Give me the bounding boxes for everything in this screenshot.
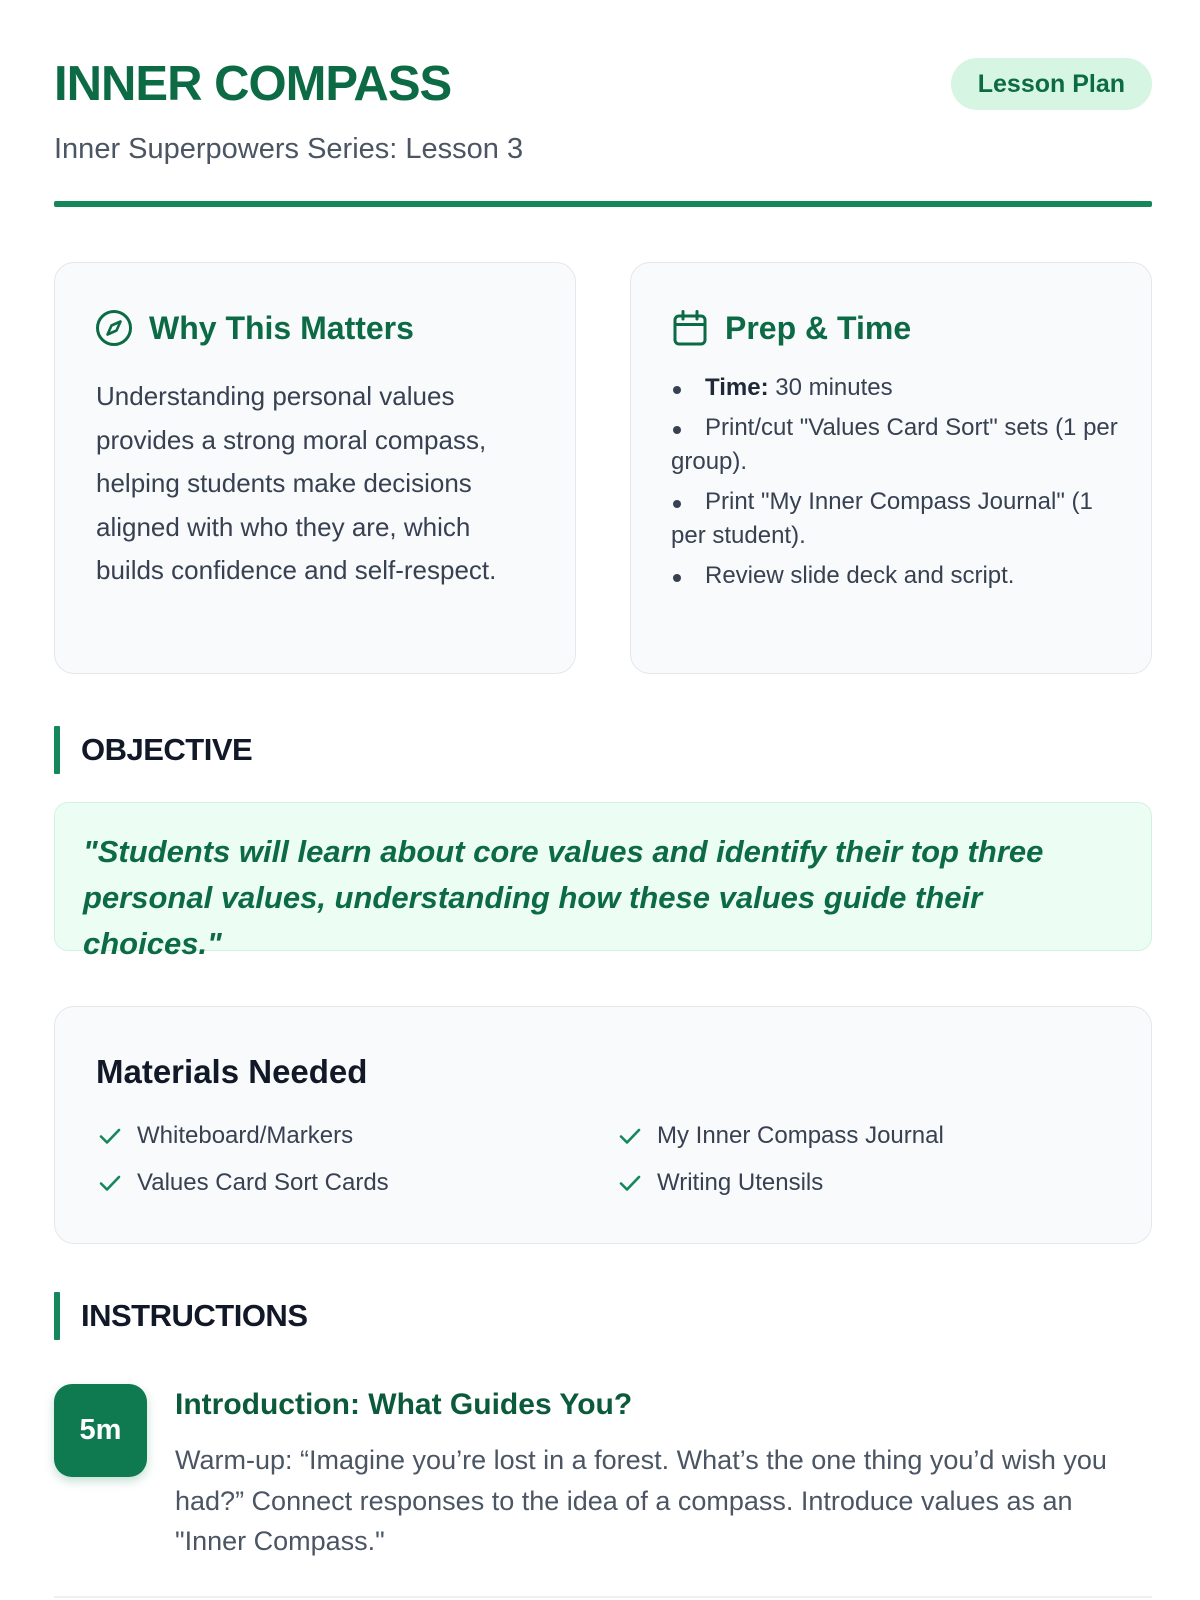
- why-card-header: [95, 309, 414, 347]
- materials-title: Materials Needed: [96, 1053, 368, 1090]
- material-label: Values Card Sort Cards: [137, 1169, 389, 1196]
- page-title: INNER COMPASS: [54, 57, 452, 111]
- check-icon: [617, 1123, 643, 1149]
- material-label: Writing Utensils: [657, 1169, 824, 1196]
- objective-heading-text: OBJECTIVE: [81, 732, 253, 767]
- step-title: Introduction: What Guides You?: [175, 1388, 633, 1421]
- material-label: My Inner Compass Journal: [657, 1122, 944, 1149]
- why-this-matters-card: [54, 262, 576, 674]
- prep-item-time: [671, 371, 1121, 405]
- instructions-heading: [54, 1292, 308, 1340]
- header-divider: [54, 201, 1152, 207]
- time-value: 30 minutes: [768, 374, 893, 401]
- step-duration-badge: 5m: [54, 1384, 147, 1477]
- objective-heading: [54, 726, 252, 774]
- material-item: [97, 1168, 617, 1198]
- prep-item: Print/cut "Values Card Sort" sets (1 per group).: [671, 411, 1121, 479]
- prep-list: [671, 371, 1121, 599]
- prep-card-header: [671, 309, 911, 347]
- overview-cards: [54, 262, 1152, 674]
- prep-item: Print "My Inner Compass Journal" (1 per student).: [671, 485, 1121, 553]
- section-accent-bar: [54, 726, 60, 774]
- material-item: [97, 1121, 617, 1151]
- objective-box: [54, 802, 1152, 961]
- time-label: Time:: [705, 374, 769, 401]
- materials-card: [54, 1006, 1152, 1244]
- check-icon: [97, 1123, 123, 1149]
- objective-text: "Students will learn about core values and identify their top three personal values, understanding how these values guide their choices.": [83, 834, 1044, 961]
- prep-and-time-card: [630, 262, 1152, 674]
- compass-icon: [95, 309, 133, 347]
- page-subtitle: Inner Superpowers Series: Lesson 3: [54, 133, 524, 165]
- why-card-title: Why This Matters: [149, 309, 414, 346]
- material-label: Whiteboard/Markers: [137, 1122, 354, 1149]
- prep-item: Review slide deck and script.: [671, 559, 1121, 593]
- check-icon: [617, 1170, 643, 1196]
- instructions-heading-text: INSTRUCTIONS: [81, 1298, 308, 1333]
- material-item: [617, 1168, 1117, 1198]
- prep-card-title: Prep & Time: [725, 309, 912, 346]
- section-accent-bar: [54, 1292, 60, 1340]
- material-item: [617, 1121, 1117, 1151]
- header: [54, 0, 1152, 206]
- lesson-plan-page: [54, 0, 1152, 1556]
- materials-list: [97, 1121, 1117, 1198]
- step-description: Warm-up: “Imagine you’re lost in a forest. What’s the one thing you’d wish you had?” Connect responses to the idea of a compass. Introduce values as an "Inner Compass.": [175, 1445, 1107, 1556]
- step-divider: [54, 1596, 1152, 1598]
- check-icon: [97, 1170, 123, 1196]
- why-card-body: Understanding personal values provides a strong moral compass, helping students make decisions aligned with who they are, which builds confidence and self-respect.: [96, 381, 497, 585]
- lesson-plan-badge: Lesson Plan: [951, 58, 1152, 110]
- calendar-icon: [671, 309, 709, 347]
